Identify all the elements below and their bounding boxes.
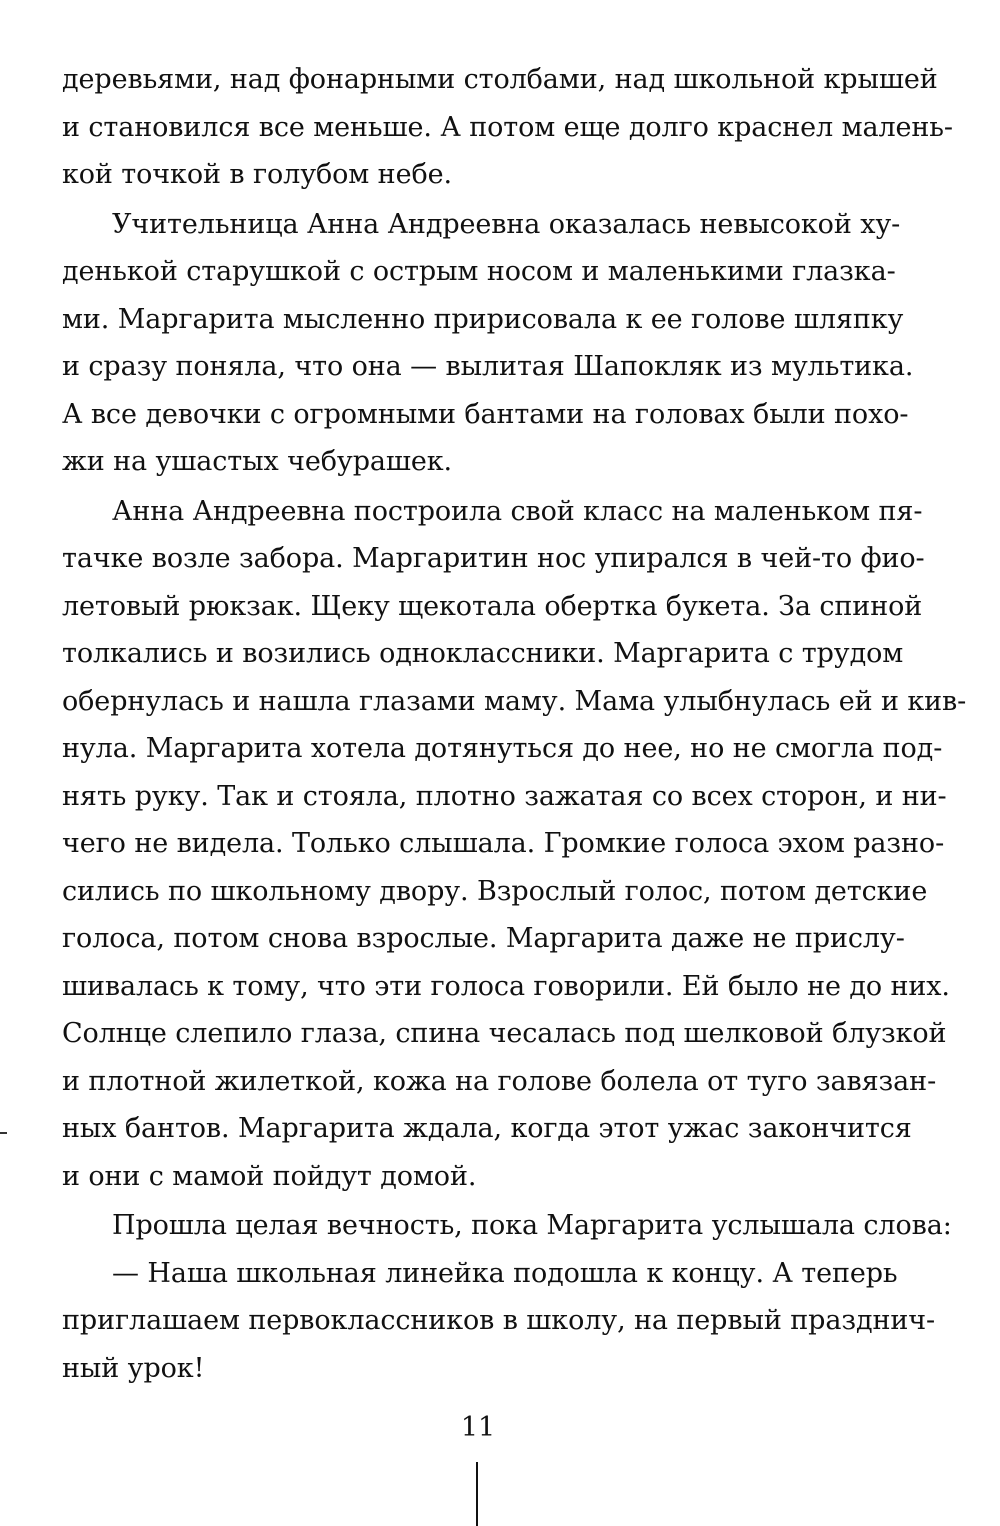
text-line: и становился все меньше. А потом еще долго краснел малень- bbox=[62, 111, 953, 143]
text-line: нять руку. Так и стояла, плотно зажатая со всех сторон, и ни- bbox=[62, 780, 947, 812]
text-line: нула. Маргарита хотела дотянуться до нее, но не смогла под- bbox=[62, 733, 943, 764]
margin-mark bbox=[0, 1132, 7, 1134]
paragraph-4 bbox=[62, 1202, 952, 1250]
text-line: чего не видела. Только слышала. Громкие голоса эхом разно- bbox=[62, 828, 945, 859]
paragraph-3 bbox=[62, 488, 967, 1201]
text-line: шивалась к тому, что эти голоса говорили. Ей было не до них. bbox=[62, 970, 950, 1002]
text-line: Солнце слепило глаза, спина чесалась под шелковой блузкой bbox=[62, 1018, 947, 1049]
text-line: голоса, потом снова взрослые. Маргарита даже не прислу- bbox=[62, 923, 905, 954]
text-line: ных бантов. Маргарита ждала, когда этот ужас закончится bbox=[62, 1113, 912, 1144]
text-line: — Наша школьная линейка подошла к концу. А теперь bbox=[112, 1257, 898, 1289]
text-line: ми. Маргарита мысленно пририсовала к ее голове шляпку bbox=[62, 303, 904, 335]
paragraph-2 bbox=[62, 201, 914, 486]
text-line: кой точкой в голубом небе. bbox=[62, 159, 452, 190]
paragraph-1 bbox=[62, 56, 953, 199]
folio-rule bbox=[476, 1462, 478, 1526]
text-line: приглашаем первоклассников в школу, на первый празднич- bbox=[62, 1305, 936, 1336]
text-line: летовый рюкзак. Щеку щекотала обертка букета. За спиной bbox=[62, 590, 923, 622]
text-line: жи на ушастых чебурашек. bbox=[62, 446, 453, 477]
page-body bbox=[62, 56, 967, 1392]
text-line: сились по школьному двору. Взрослый голос, потом детские bbox=[62, 875, 928, 907]
paragraph-5-dialogue bbox=[62, 1250, 936, 1393]
text-line: и они с мамой пойдут домой. bbox=[62, 1160, 477, 1192]
page-number: 11 bbox=[460, 1412, 496, 1443]
text-line: Учительница Анна Андреевна оказалась невысокой ху- bbox=[112, 208, 901, 240]
text-line: ный урок! bbox=[62, 1352, 205, 1384]
text-line: денькой старушкой с острым носом и маленькими глазка- bbox=[62, 256, 896, 287]
text-line: тачке возле забора. Маргаритин нос упирался в чей-то фио- bbox=[62, 543, 925, 574]
text-line: и сразу поняла, что она — вылитая Шапокляк из мультика. bbox=[62, 351, 914, 382]
text-line: А все девочки с огромными бантами на головах были похо- bbox=[62, 398, 909, 430]
text-line: Прошла целая вечность, пока Маргарита услышала слова: bbox=[112, 1210, 952, 1241]
text-line: толкались и возились одноклассники. Маргарита с трудом bbox=[62, 638, 904, 669]
text-line: Анна Андреевна построила свой класс на маленьком пя- bbox=[112, 495, 923, 527]
text-line: обернулась и нашла глазами маму. Мама улыбнулась ей и кив- bbox=[62, 685, 967, 717]
text-line: и плотной жилеткой, кожа на голове болела от туго завязан- bbox=[62, 1065, 937, 1097]
text-line: деревьями, над фонарными столбами, над школьной крышей bbox=[62, 64, 938, 95]
